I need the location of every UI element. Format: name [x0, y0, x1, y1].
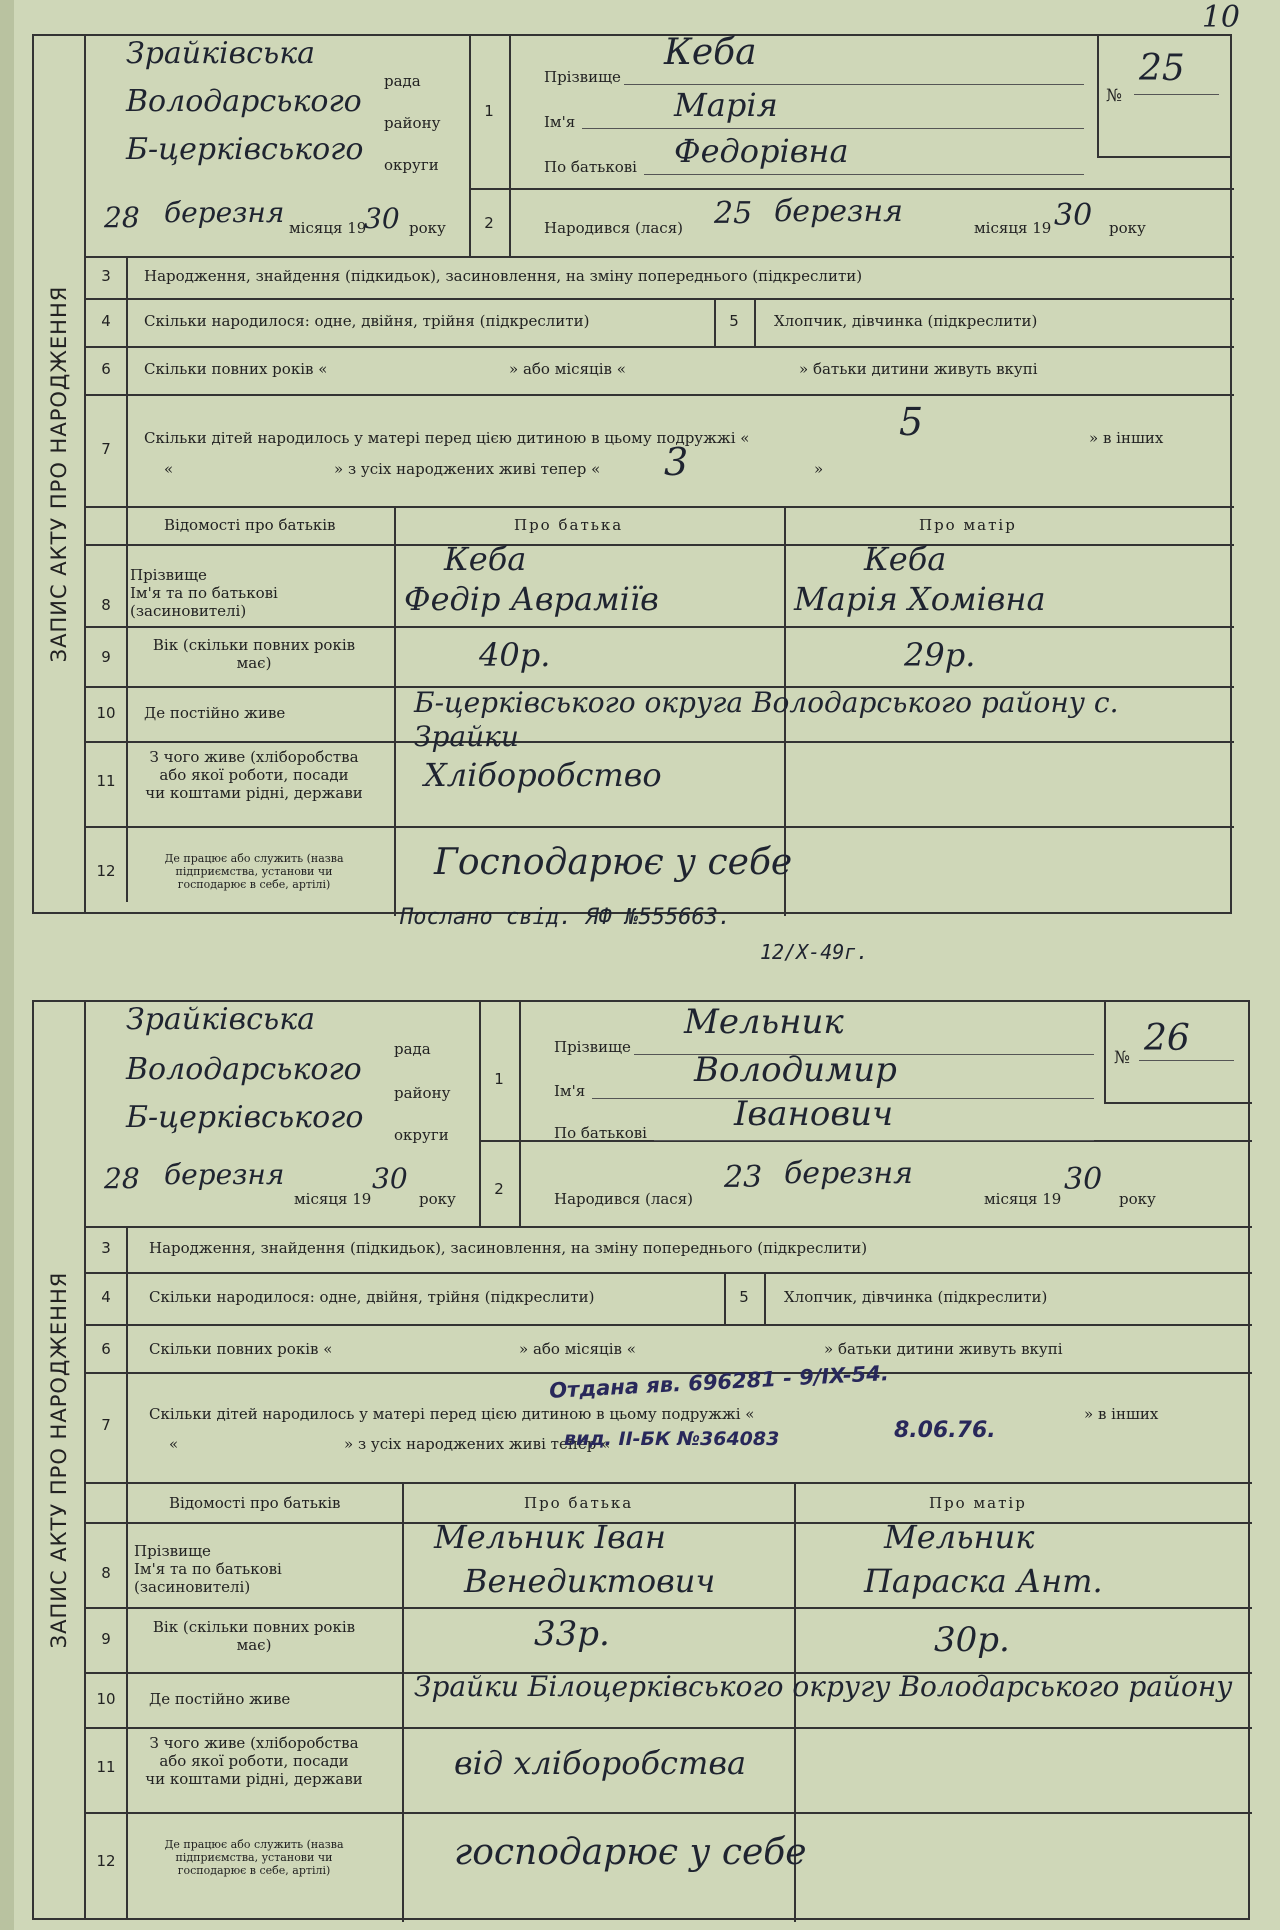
- row6-label-c: » батьки дитини живуть вкупі: [799, 360, 1038, 378]
- reg-month: березня: [164, 1158, 285, 1191]
- reg-day: 28: [104, 1162, 140, 1195]
- issued-note-line1: Послано свід. ЯФ №555663.: [400, 905, 732, 930]
- reg-roku: року: [409, 219, 446, 237]
- row10-label: Де постійно живе: [144, 704, 286, 722]
- row10-label: Де постійно живе: [149, 1690, 291, 1708]
- row3-label: Народження, знайдення (підкидьок), засиновлення, на зміну попереднього (підкреслити): [144, 267, 863, 285]
- birth-year: 30: [1054, 198, 1093, 233]
- row7-label-c: «: [164, 460, 174, 478]
- row9-label: Вік (скільки повних років має): [152, 1618, 356, 1654]
- surname-value: Кеба: [664, 32, 757, 73]
- birth-misyatsia: місяця 19: [974, 219, 1052, 237]
- father-header: Про батька: [524, 1494, 634, 1512]
- okrug-value: Б-церківського: [126, 132, 364, 167]
- reg-year: 30: [364, 202, 400, 235]
- occupation: від хліборобства: [454, 1744, 747, 1782]
- mother-header: Про матір: [929, 1494, 1027, 1512]
- row9-label: Вік (скільки повних років має): [152, 636, 356, 672]
- father-age: 40р.: [479, 636, 551, 674]
- residence: Б-церківського округа Володарського району с. Зрайки: [414, 686, 1119, 753]
- okrug-label: округи: [384, 156, 439, 174]
- occupation: Хліборобство: [424, 756, 662, 794]
- surname-value: Мельник: [684, 1002, 844, 1042]
- mother-surname: Кеба: [864, 540, 947, 578]
- birth-month: березня: [784, 1156, 914, 1191]
- side-label: ЗАПИС АКТУ ПРО НАРОДЖЕННЯ: [47, 285, 71, 663]
- rada-value: Зрайківська: [126, 1002, 316, 1037]
- children-alive: 3: [664, 440, 689, 484]
- father-header: Про батька: [514, 516, 624, 534]
- name-label: Ім'я: [544, 113, 576, 131]
- reg-roku: року: [419, 1190, 456, 1208]
- row12-label: Де працює або служить (назва підприємства, установи чи господарює в себе, артілі): [164, 852, 344, 891]
- mother-surname: Мельник: [884, 1518, 1035, 1556]
- patronymic-value: Іванович: [734, 1094, 894, 1134]
- name-label: Ім'я: [554, 1082, 586, 1100]
- workplace: Господарює у себе: [434, 842, 793, 883]
- birth-record-26: ЗАПИС АКТУ ПРО НАРОДЖЕННЯ Зрайківська рада Володарського району Б-церківського округи 28 березня місяця 19 30 року 1 2 Прізвище Мельник Ім'я Володимир По батькові Іванович № 26 Народився (лася) 23 березня місяця 19 30 року 3 Народження, знайдення (підкидьок), засиновлення, на зміну попереднього (підкреслити) 4 Скільки народилося: одне, двійня, трійня (підкреслити) 5 Хлопчик, дівчинка (підкреслити) 6 Скільки повних років « » або місяців « » батьки дитини живуть вкупі 7 Скільки дітей народилось у матері перед цією дитиною в цьому подружжі « » в інших « » з усіх народжених живі тепер « Отдана яв. 696281 - 9/IX-54. вид. II-БК №364083 8.06.76. Відомості про батьків Про батька Про матір 8 Прізвище Ім'я та по батькові (засиновителі) Мельник Іван Венедиктович Мельник Параска Ант. 9 Вік (скільки повних років має) 33р. 30р. 10 Де постійно живе Зрайки Білоцерківського округу Володарського району 11 З чого живе (хліборобства або якої роботи, посади чи коштами рідні, держави від хліборобства 12 Де працює або служить (назва підприємства, установи чи господарює в себе, артілі) господарює у себе: [32, 1000, 1250, 1920]
- stamp-line1: Отдана яв. 696281 - 9/IX-54.: [548, 1361, 890, 1403]
- row7-label-b: » в інших: [1089, 429, 1164, 447]
- row7-label-d: » з усіх народжених живі тепер «: [334, 460, 601, 478]
- father-surname: Мельник Іван: [434, 1518, 666, 1556]
- parents-header: Відомості про батьків: [169, 1494, 341, 1512]
- page-number: 10: [1201, 0, 1240, 35]
- birth-misyatsia: місяця 19: [984, 1190, 1062, 1208]
- row4-label: Скільки народилося: одне, двійня, трійня (підкреслити): [149, 1288, 595, 1306]
- side-label-box: [34, 1002, 86, 1918]
- mother-name: Марія Хомівна: [794, 580, 1046, 618]
- born-label: Народився (лася): [544, 219, 684, 237]
- raion-value: Володарського: [126, 1052, 362, 1087]
- row11-label: З чого живе (хліборобства або якої роботи, посади чи коштами рідні, держави: [145, 1734, 363, 1788]
- row6-label-c: » батьки дитини живуть вкупі: [824, 1340, 1063, 1358]
- birth-year: 30: [1064, 1162, 1103, 1197]
- side-label: ЗАПИС АКТУ ПРО НАРОДЖЕННЯ: [47, 1271, 71, 1649]
- parents-header: Відомості про батьків: [164, 516, 336, 534]
- birth-record-25: ЗАПИС АКТУ ПРО НАРОДЖЕННЯ Зрайківська рада Володарського району Б-церківського округи 28 березня місяця 19 30 року 1 2 Прізвище Кеба Ім'я Марія По батькові Федорівна № 25 Народився (лася) 25 березня місяця 19 30 року 3 Народження, знайдення (підкидьок), засиновлення, на зміну попереднього (підкреслити) 4 Скільки народилося: одне, двійня, трійня (підкреслити) 5 Хлопчик, дівчинка (підкреслити) 6 Скільки повних років « » або місяців « » батьки дитини живуть вкупі 7 Скільки дітей народилось у матері перед цією дитиною в цьому подружжі « 5 » в інших « » з усіх народжених живі тепер « 3 » Відомості про батьків Про батька Про матір 8 Прізвище Ім'я та по батькові (засиновителі) Кеба Федір Авраміїв Кеба Марія Хомівна 9 Вік (скільки повних років має) 40р. 29р. 10 Де постійно живе Б-церківського округа Володарського району с. Зрайки 11 З чого живе (хліборобства або якої роботи, посади чи коштами рідні, держави Хліборобство 12 Де працює або служить (назва підприємства, установи чи господарює в себе, артілі) Господарює у себе: [32, 34, 1232, 914]
- birth-month: березня: [774, 194, 904, 229]
- reg-misyatsia: місяця 19: [294, 1190, 372, 1208]
- rada-label: рада: [384, 72, 421, 90]
- name-value: Володимир: [694, 1050, 897, 1090]
- mother-age: 30р.: [934, 1620, 1010, 1660]
- row11-label: З чого живе (хліборобства або якої роботи, посади чи коштами рідні, держави: [145, 748, 363, 802]
- father-name: Федір Авраміїв: [404, 580, 659, 618]
- birth-day: 25: [714, 196, 753, 231]
- reg-year: 30: [372, 1162, 408, 1195]
- page-edge: [0, 0, 14, 1930]
- father-name: Венедиктович: [464, 1562, 716, 1600]
- row6-label-a: Скільки повних років «: [144, 360, 328, 378]
- surname-label: Прізвище: [544, 68, 621, 86]
- birth-roku: року: [1119, 1190, 1156, 1208]
- number-label: №: [1114, 1048, 1131, 1068]
- stamp-date: 8.06.76.: [894, 1418, 996, 1443]
- surname-label: Прізвище: [554, 1038, 631, 1056]
- row3-label: Народження, знайдення (підкидьок), засиновлення, на зміну попереднього (підкреслити): [149, 1239, 868, 1257]
- row8-label: Прізвище Ім'я та по батькові (засиновителі): [130, 566, 278, 620]
- row5-label: Хлопчик, дівчинка (підкреслити): [784, 1288, 1048, 1306]
- mother-header: Про матір: [919, 516, 1017, 534]
- side-label-box: [34, 36, 86, 912]
- mother-name: Параска Ант.: [864, 1562, 1103, 1600]
- raion-label: району: [394, 1084, 451, 1102]
- patronymic-label: По батькові: [544, 158, 637, 176]
- row4-label: Скільки народилося: одне, двійня, трійня (підкреслити): [144, 312, 590, 330]
- reg-day: 28: [104, 201, 140, 234]
- row7-label-a: Скільки дітей народилось у матері перед цією дитиною в цьому подружжі «: [149, 1405, 755, 1423]
- stamp-line2: вид. II-БК №364083: [564, 1428, 780, 1450]
- father-age: 33р.: [534, 1614, 610, 1654]
- number-label: №: [1106, 86, 1123, 106]
- row7-label-a: Скільки дітей народилось у матері перед цією дитиною в цьому подружжі «: [144, 429, 750, 447]
- record-number: 25: [1139, 48, 1185, 89]
- workplace: господарює у себе: [454, 1832, 807, 1873]
- row6-label-a: Скільки повних років «: [149, 1340, 333, 1358]
- record-number: 26: [1144, 1018, 1190, 1059]
- residence: Зрайки Білоцерківського округу Володарського району: [414, 1670, 1233, 1703]
- row7-label-d: » з усіх народжених живі тепер «: [344, 1435, 611, 1453]
- born-label: Народився (лася): [554, 1190, 694, 1208]
- father-surname: Кеба: [444, 540, 527, 578]
- raion-value: Володарського: [126, 84, 362, 119]
- row12-label: Де працює або служить (назва підприємства, установи чи господарює в себе, артілі): [164, 1838, 344, 1877]
- row7-label-c: «: [169, 1435, 179, 1453]
- birth-roku: року: [1109, 219, 1146, 237]
- rada-label: рада: [394, 1040, 431, 1058]
- reg-misyatsia: місяця 19: [289, 219, 367, 237]
- row5-label: Хлопчик, дівчинка (підкреслити): [774, 312, 1038, 330]
- row6-label-b: » або місяців «: [509, 360, 626, 378]
- row7-label-e: »: [814, 460, 824, 478]
- patronymic-value: Федорівна: [674, 132, 849, 170]
- issued-note-line2: 12/X-49г.: [760, 940, 869, 964]
- okrug-label: округи: [394, 1126, 449, 1144]
- row6-label-b: » або місяців «: [519, 1340, 636, 1358]
- patronymic-label: По батькові: [554, 1124, 647, 1142]
- mother-age: 29р.: [904, 636, 976, 674]
- row8-label: Прізвище Ім'я та по батькові (засиновителі): [134, 1542, 282, 1596]
- name-value: Марія: [674, 86, 778, 124]
- children-before: 5: [899, 400, 924, 444]
- row7-label-b: » в інших: [1084, 1405, 1159, 1423]
- rada-value: Зрайківська: [126, 36, 316, 71]
- birth-day: 23: [724, 1160, 763, 1195]
- raion-label: району: [384, 114, 441, 132]
- okrug-value: Б-церківського: [126, 1100, 364, 1135]
- reg-month: березня: [164, 196, 285, 229]
